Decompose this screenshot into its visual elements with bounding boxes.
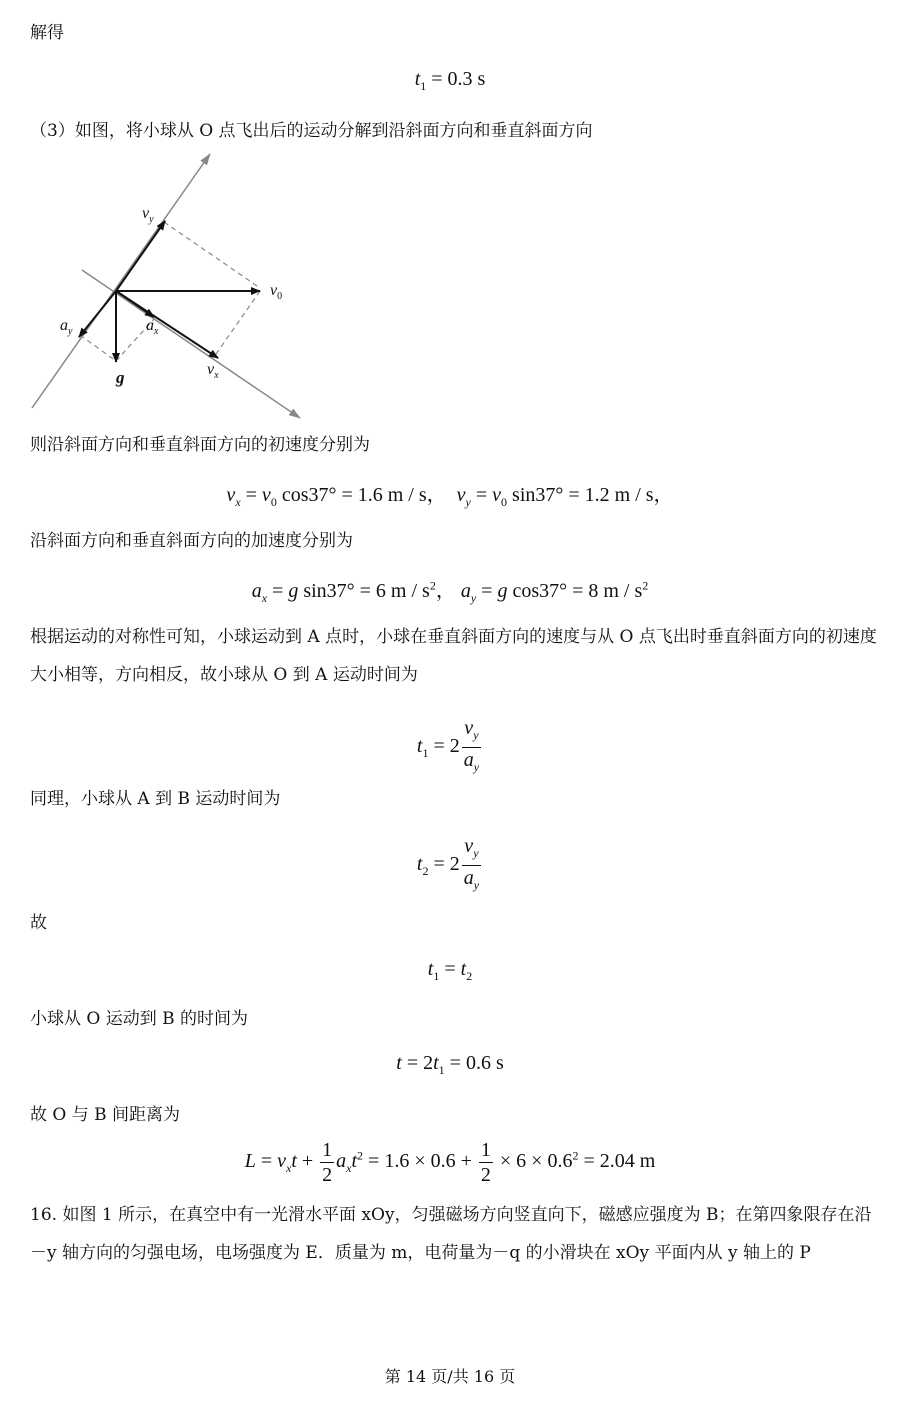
label-vy: $v_y$ (142, 205, 154, 225)
text-distance: 故 O 与 B 间距离为 (30, 1105, 181, 1125)
equation-t1-fraction: $t_1 = 2$ $\frac{v_y}{a_y}$ (416, 717, 480, 774)
vector-vy (116, 221, 165, 291)
text-part3-intro: （3）如图，将小球从 O 点飞出后的运动分解到沿斜面方向和垂直斜面方向 (30, 121, 593, 141)
text-tongli: 同理，小球从 A 到 B 运动时间为 (30, 789, 281, 809)
equation-t1-equals-t2: $t_1 = t_2$ (427, 958, 473, 983)
label-g: g (116, 368, 125, 387)
vector-vx (116, 291, 218, 358)
text-initial-velocity: 则沿斜面方向和垂直斜面方向的初速度分别为 (30, 435, 370, 455)
text-problem-16: 16. 如图 1 所示，在真空中有一光滑水平面 xOy，匀强磁场方向竖直向下，磁感应强度为 B；在第四象限存在沿－y 轴方向的匀强电场，电场强度为 E．质量为 m，电荷量为－q 的小滑块在 xOy 平面内从 y 轴上的 P (30, 1205, 872, 1263)
label-vx: $v_x$ (207, 361, 219, 381)
text-symmetry: 根据运动的对称性可知，小球运动到 A 点时，小球在垂直斜面方向的速度与从 O 点飞出时垂直斜面方向的初速度大小相等，方向相反，故小球从 O 到 A 运动时间为 (30, 627, 877, 685)
velocity-decomposition-diagram (20, 150, 320, 425)
vector-ay (79, 291, 116, 337)
equation-total-time: $t = 2t_1 = 0.6$ s (396, 1052, 504, 1077)
equation-t1-value: $t_1 = 0.3$ s (414, 68, 486, 93)
equation-t2-fraction: $t_2 = 2$ $\frac{v_y}{a_y}$ (416, 835, 480, 892)
text-acceleration: 沿斜面方向和垂直斜面方向的加速度分别为 (30, 531, 353, 551)
label-v0: $v_0$ (270, 282, 283, 302)
equation-ax-ay: $a_x = g$ sin37° = 6 m / $s^2$， $a_y = g$ cos37° = 8 m / $s^2$ (251, 578, 649, 605)
text-jiede: 解得 (30, 23, 64, 43)
page-footer: 第 14 页/共 16 页 (384, 1367, 516, 1386)
text-gu: 故 (30, 913, 47, 933)
text-O-to-B-time: 小球从 O 运动到 B 的时间为 (30, 1009, 249, 1029)
equation-vx-vy: $v_x = v_0$ cos37° = 1.6 m / s， $v_y = v_0$ sin37° = 1.2 m / s， (226, 484, 674, 509)
equation-distance-L: $L = v_xt$ + $\frac{1}{2}$ $a_xt^2 = 1.6 \times 0.6$ + $\frac{1}{2}$ × $6 \times 0.6^2 = 2.04$ m (244, 1139, 656, 1186)
label-ax: $a_x$ (146, 317, 159, 337)
label-ay: $a_y$ (60, 317, 73, 337)
